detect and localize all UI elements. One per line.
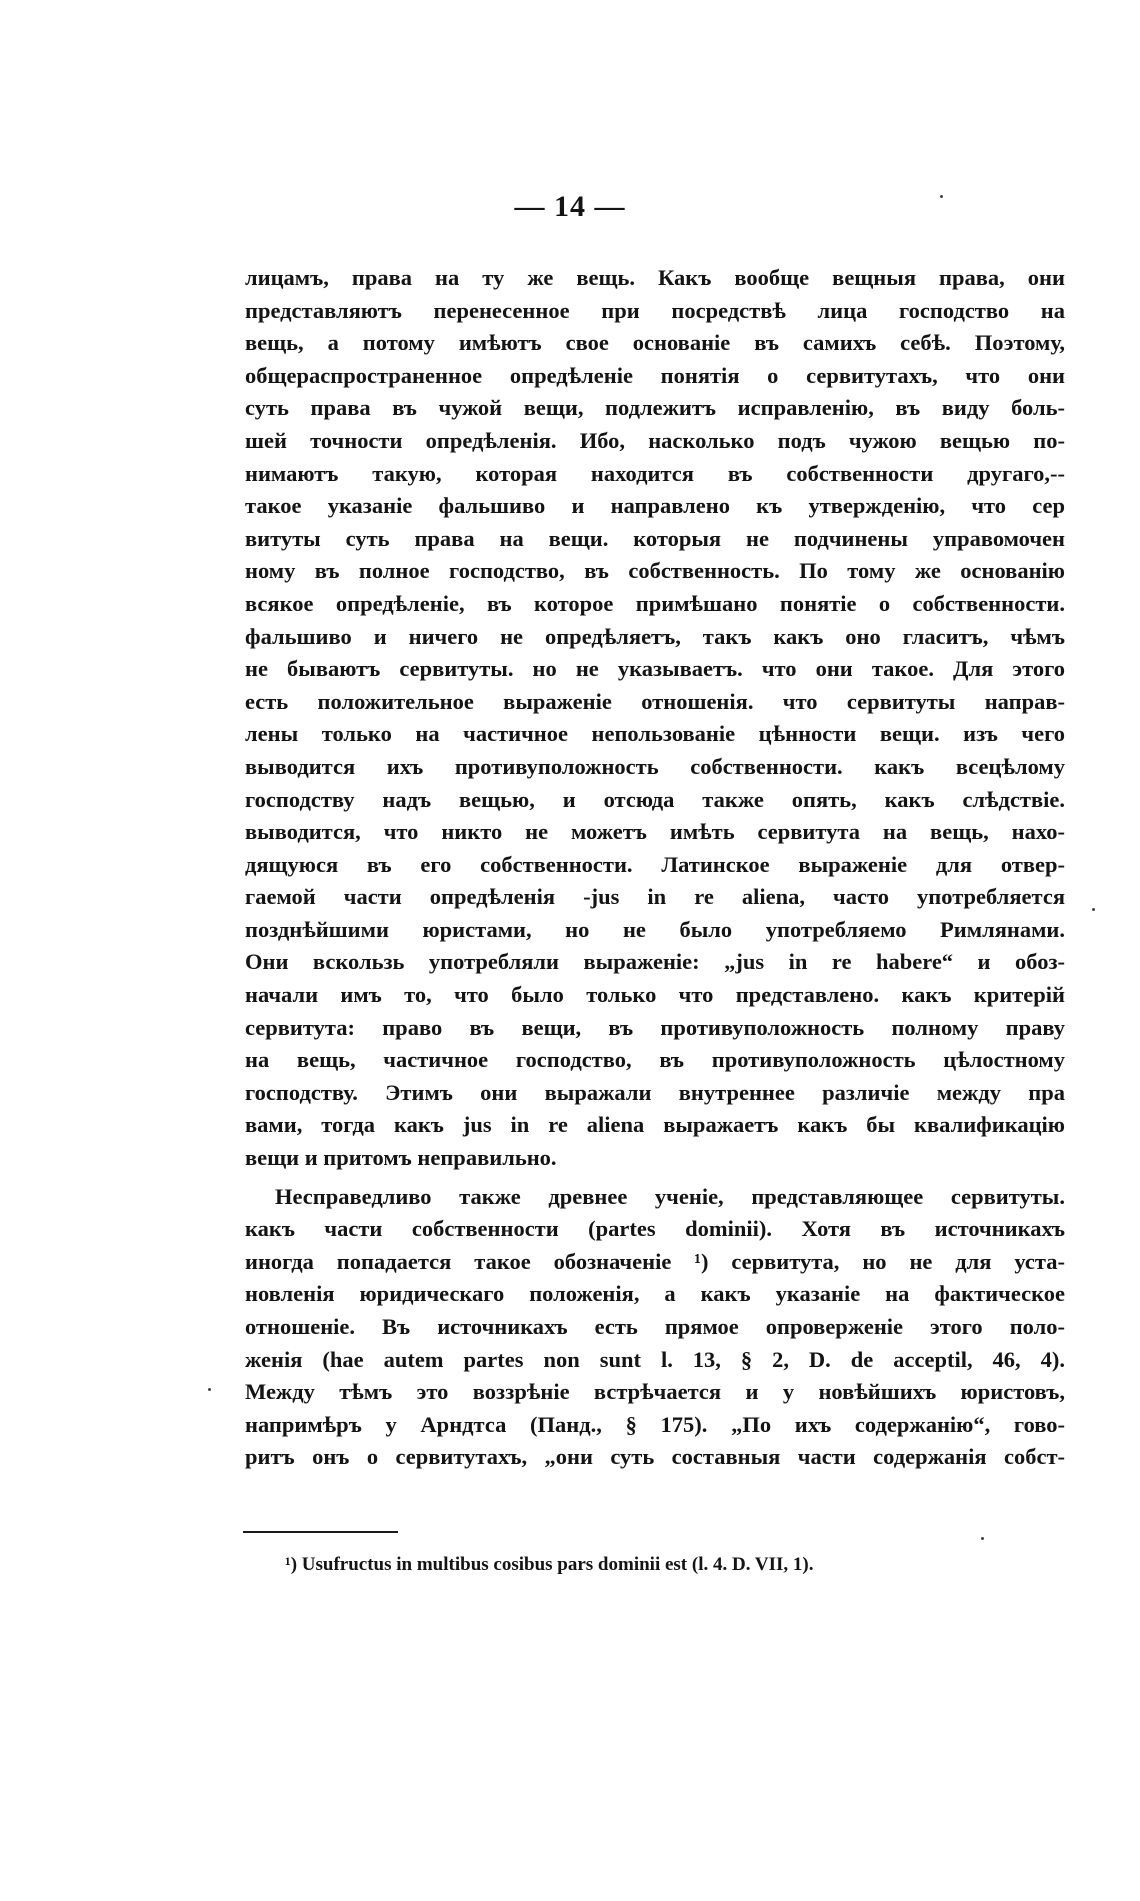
text-line: позднѣйшими юристами, но не было употребляемо Римлянами. (245, 916, 1065, 942)
text-line: представляютъ перенесенное при посредствѣ лица господство на (245, 297, 1065, 323)
text-line: Между тѣмъ это воззрѣніе встрѣчается и у новѣйшихъ юристовъ, (245, 1379, 1065, 1405)
text-line: вещь, а потому имѣютъ свое основаніе въ самихъ себѣ. Поэтому, (245, 330, 1065, 356)
text-line: дящуюся въ его собственности. Латинское выраженіе для отвер- (245, 851, 1065, 877)
page-number: — 14 — (514, 190, 626, 223)
text-line: господству. Этимъ они выражали внутреннее различіе между пра (245, 1079, 1065, 1105)
text-line: лены только на частичное непользованіе цѣнности вещи. изъ чего (245, 721, 1065, 747)
body-text (245, 262, 1065, 1474)
text-line: иногда попадается такое обозначеніе ¹) сервитута, но не для уста- (245, 1248, 1065, 1274)
print-speck (1092, 908, 1095, 911)
text-line: шей точности опредѣленія. Ибо, насколько подъ чужою вещью по- (245, 427, 1065, 453)
text-line: отношеніе. Въ источникахъ есть прямое опроверженіе этого поло- (245, 1314, 1065, 1339)
text-line: витуты суть права на вещи. которыя не подчинены управомочен (245, 525, 1065, 551)
print-speck (208, 1388, 211, 1391)
text-line: напримѣръ у Арндтса (Панд., § 175). „По ихъ содержанію“, гово- (245, 1411, 1065, 1437)
text-line: новленія юридическаго положенія, а какъ указаніе на фактическое (245, 1281, 1065, 1307)
text-line: женія (hae autem partes non sunt l. 13, § 2, D. de acceptil, 46, 4). (245, 1346, 1065, 1372)
text-line: общераспространенное опредѣленіе понятія о сервитутахъ, что они (245, 362, 1065, 388)
text-line: фальшиво и ничего не опредѣляетъ, такъ какъ оно гласитъ, чѣмъ (245, 623, 1065, 649)
text-line: суть права въ чужой вещи, подлежитъ исправленію, въ виду боль- (245, 395, 1065, 421)
text-line: нимаютъ такую, которая находится въ собственности другаго,-- (245, 460, 1065, 486)
text-line: вещи и притомъ неправильно. (245, 1145, 557, 1171)
text-line: ному въ полное господство, въ собственность. По тому же основанію (245, 558, 1065, 584)
text-line: на вещь, частичное господство, въ противуположность цѣлостному (245, 1047, 1065, 1073)
print-speck (940, 195, 943, 198)
text-line: вами, тогда какъ jus in re aliena выражаетъ какъ бы квалификацію (245, 1112, 1065, 1138)
text-line: господству надъ вещью, и отсюда также опять, какъ слѣдствіе. (245, 786, 1065, 812)
text-line: выводится ихъ противуположность собственности. какъ всецѣлому (245, 753, 1065, 779)
text-line: начали имъ то, что было только что представлено. какъ критерій (245, 982, 1065, 1008)
text-line: выводится, что никто не можетъ имѣть сервитута на вещь, нахо- (245, 819, 1065, 845)
text-line: такое указаніе фальшиво и направлено къ утвержденію, что сер (245, 493, 1065, 519)
text-line: всякое опредѣленіе, въ которое примѣшано понятіе о собственности. (245, 590, 1065, 616)
footnote: ¹) Usufructus in multibus cosibus pars dominii est (l. 4. D. VII, 1). (285, 1554, 814, 1575)
footnote-rule (243, 1531, 398, 1533)
text-line: не бываютъ сервитуты. но не указываетъ. что они такое. Для этого (245, 656, 1065, 682)
text-line: какъ части собственности (partes dominii). Хотя въ источникахъ (245, 1216, 1065, 1242)
text-line: сервитута: право въ вещи, въ противуположность полному праву (245, 1014, 1065, 1040)
text-line: ритъ онъ о сервитутахъ, „они суть составныя части содержанія собст- (245, 1444, 1065, 1470)
text-line: Они вскользь употребляли выраженіе: „jus in re habere“ и обоз- (245, 949, 1065, 975)
text-line: Несправедливо также древнее ученіе, представляющее сервитуты. (275, 1183, 1065, 1209)
text-line: есть положительное выраженіе отношенія. что сервитуты направ- (245, 688, 1065, 714)
text-line: гаемой части опредѣленія -jus in re aliena, часто употребляется (245, 884, 1065, 910)
print-speck (981, 1537, 984, 1540)
text-line: лицамъ, права на ту же вещь. Какъ вообще вещныя права, они (245, 265, 1065, 290)
